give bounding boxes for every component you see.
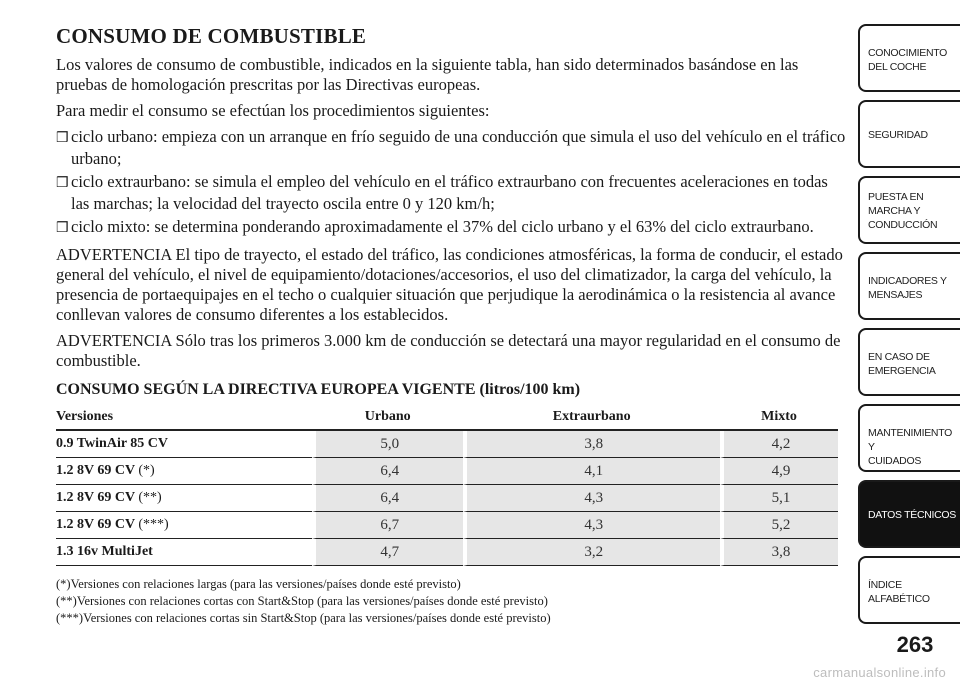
tab-indicadores-y-mensajes[interactable]: INDICADORES Y MENSAJES xyxy=(858,252,960,320)
extraurbano-cell: 4,3 xyxy=(463,512,720,539)
footnote: (**)Versiones con relaciones cortas con Start&Stop (para las versiones/países donde esté previsto) xyxy=(56,594,548,608)
version-cell: 1.2 8V 69 CV (***) xyxy=(56,512,312,539)
mixto-cell: 5,2 xyxy=(720,512,838,539)
version-cell: 1.3 16v MultiJet xyxy=(56,539,312,566)
checkbox-bullet-icon: ❒ xyxy=(56,221,69,236)
tab-en-caso-de-emergencia[interactable]: EN CASO DE EMERGENCIA xyxy=(858,328,960,396)
warning-paragraph-2: ADVERTENCIA Sólo tras los primeros 3.000 km de conducción se detectará una mayor regularidad en el consumo de combustible. xyxy=(56,331,841,370)
checkbox-bullet-icon: ❒ xyxy=(56,131,69,146)
footnote: (***)Versiones con relaciones cortas sin Start&Stop (para las versiones/países donde esté previsto) xyxy=(56,611,551,625)
tab-mantenimiento-y-cuidados[interactable]: MANTENIMIENTO Y CUIDADOS xyxy=(858,404,960,472)
mixto-cell: 5,1 xyxy=(720,485,838,512)
table-header-row xyxy=(56,405,838,431)
tab-datos-tecnicos[interactable]: DATOS TÉCNICOS xyxy=(858,480,960,548)
column-header-versiones: Versiones xyxy=(56,405,312,431)
table-row xyxy=(56,512,838,539)
tab-seguridad[interactable]: SEGURIDAD xyxy=(858,100,960,168)
tab-conocimiento-del-coche[interactable]: CONOCIMIENTO DEL COCHE xyxy=(858,24,960,92)
consumption-table xyxy=(56,405,838,566)
version-cell: 0.9 TwinAir 85 CV xyxy=(56,431,312,458)
table-row xyxy=(56,539,838,566)
table-heading: CONSUMO SEGÚN LA DIRECTIVA EUROPEA VIGENTE (litros/100 km) xyxy=(56,381,581,398)
list-item: ❒ ciclo urbano: empieza con un arranque en frío seguido de una conducción que simula el uso del vehículo en el tráfico urbano; xyxy=(56,127,846,168)
column-header-extraurbano: Extraurbano xyxy=(463,405,720,431)
procedure-list xyxy=(56,127,846,239)
procedure-intro: Para medir el consumo se efectúan los procedimientos siguientes: xyxy=(56,101,490,120)
table-row xyxy=(56,485,838,512)
mixto-cell: 3,8 xyxy=(720,539,838,566)
urbano-cell: 4,7 xyxy=(312,539,463,566)
checkbox-bullet-icon: ❒ xyxy=(56,176,69,191)
urbano-cell: 5,0 xyxy=(312,431,463,458)
intro-paragraph: Los valores de consumo de combustible, indicados en la siguiente tabla, han sido determinados basándose en las pruebas de homologación prescritas por las Directivas europeas. xyxy=(56,55,799,94)
extraurbano-cell: 4,3 xyxy=(463,485,720,512)
version-cell: 1.2 8V 69 CV (*) xyxy=(56,458,312,485)
list-item: ❒ ciclo mixto: se determina ponderando aproximadamente el 37% del ciclo urbano y el 63% del ciclo extraurbano. xyxy=(56,217,846,239)
table-row xyxy=(56,431,838,458)
urbano-cell: 6,7 xyxy=(312,512,463,539)
footnotes xyxy=(56,576,846,627)
main-content xyxy=(56,24,846,627)
urbano-cell: 6,4 xyxy=(312,485,463,512)
list-item: ❒ ciclo extraurbano: se simula el empleo del vehículo en el tráfico extraurbano con frecuentes aceleraciones en todas las marchas; la velocidad del trayecto oscila entre 0 y 120 km/h; xyxy=(56,172,828,213)
table-row xyxy=(56,458,838,485)
extraurbano-cell: 3,2 xyxy=(463,539,720,566)
mixto-cell: 4,2 xyxy=(720,431,838,458)
column-header-urbano: Urbano xyxy=(312,405,463,431)
warning-paragraph-1: ADVERTENCIA El tipo de trayecto, el estado del tráfico, las condiciones atmosféricas, la forma de conducir, el estado general del vehículo, el nivel de equipamiento/dotaciones/accesorios, el uso del climatizador, la carga del vehículo, la presencia de portaequipajes en el techo o cualquier situación que perjudique la aerodinámica o la resistencia al avance conllevan valores de consumo diferentes a los establecidos. xyxy=(56,245,843,324)
urbano-cell: 6,4 xyxy=(312,458,463,485)
extraurbano-cell: 3,8 xyxy=(463,431,720,458)
tab-indice-alfabetico[interactable]: ÍNDICE ALFABÉTICO xyxy=(858,556,960,624)
extraurbano-cell: 4,1 xyxy=(463,458,720,485)
page-number: 263 xyxy=(896,632,934,657)
section-tabs xyxy=(858,24,960,632)
column-header-mixto: Mixto xyxy=(720,405,838,431)
watermark: carmanualsonline.info xyxy=(813,665,946,680)
mixto-cell: 4,9 xyxy=(720,458,838,485)
tab-puesta-en-marcha[interactable]: PUESTA EN MARCHA Y CONDUCCIÓN xyxy=(858,176,960,244)
page-title: CONSUMO DE COMBUSTIBLE xyxy=(56,24,367,48)
version-cell: 1.2 8V 69 CV (**) xyxy=(56,485,312,512)
footnote: (*)Versiones con relaciones largas (para las versiones/países donde esté previsto) xyxy=(56,577,461,591)
